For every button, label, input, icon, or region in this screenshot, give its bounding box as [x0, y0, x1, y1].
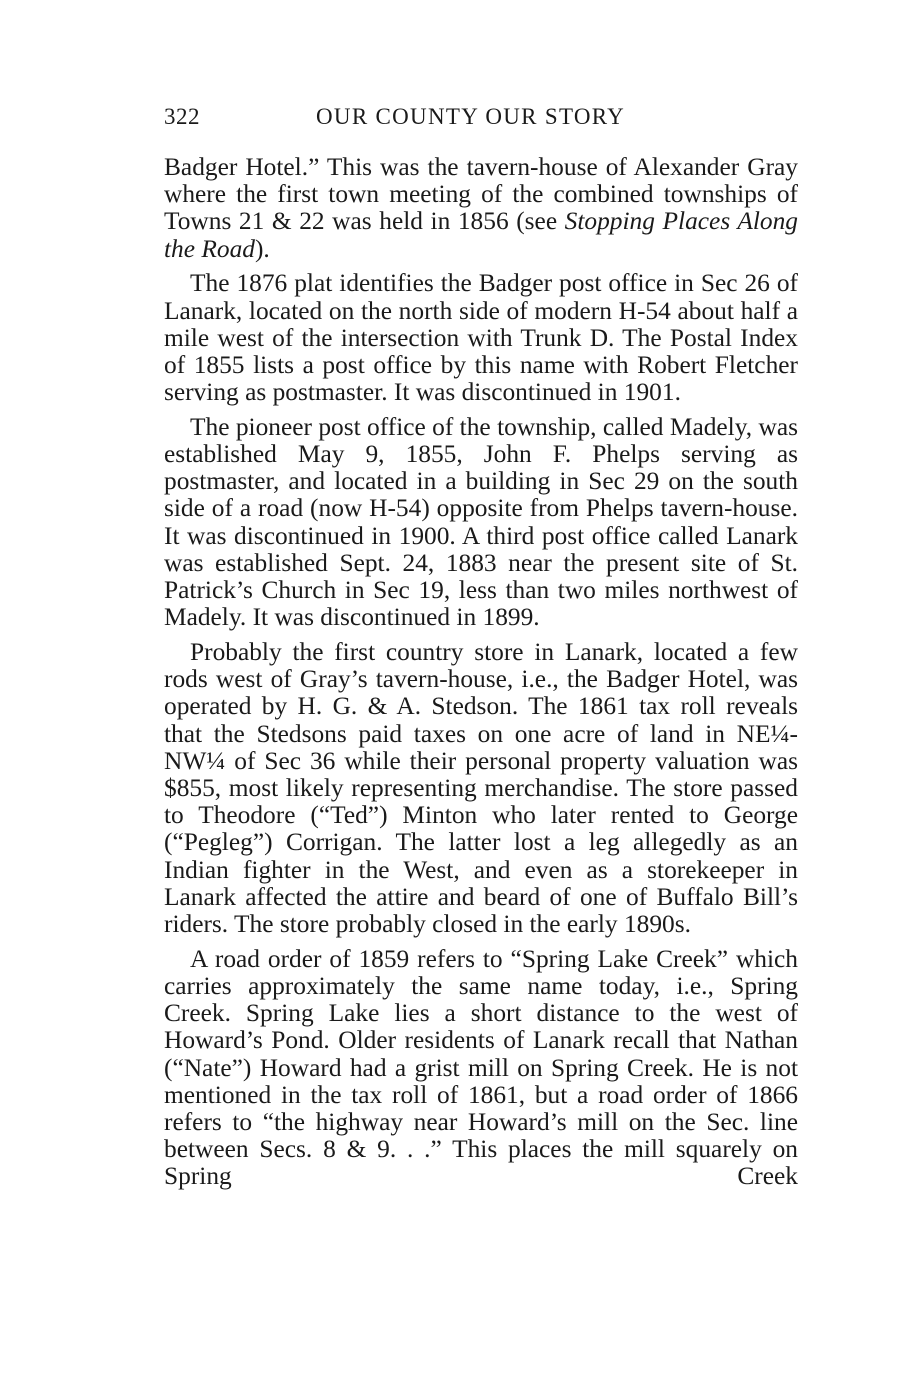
- running-head: [164, 104, 800, 140]
- paragraph-spring-creek-mill: A road order of 1859 refers to “Spring Lake Creek” which carries approximately the same name today, i.e., Spring Creek. Spring Lake lies a short distance to the west of Howard’s Pond. Older residents of Lanark recall that Nathan (“Nate”) Howard had a grist mill on Spring Creek. He is not mentioned in the tax roll of 1861, but a road order of 1866 refers to “the highway near Howard’s mill on the Sec. line between Secs. 8 & 9. . .” This places the mill squarely on Spring Creek: [164, 944, 798, 1191]
- page-number: 322: [164, 104, 200, 129]
- paragraph-madely-post-office: The pioneer post office of the township, called Madely, was established May 9, 1855, John F. Phelps serving as postmaster, and located in a building in Sec 29 on the south side of a road (now H-54) opposite from Phelps tavern-house. It was discontinued in 1900. A third post office called Lanark was established Sept. 24, 1883 near the present site of St. Patrick’s Church in Sec 19, less than two miles northwest of Madely. It was discontinued in 1899.: [164, 412, 798, 632]
- paragraph-country-store: Probably the first country store in Lanark, located a few rods west of Gray’s tavern-house, i.e., the Badger Hotel, was operated by H. G. & A. Stedson. The 1861 tax roll reveals that the Stedsons paid taxes on one acre of land in NE¼-NW¼ of Sec 36 while their personal property valuation was $855, most likely representing merchandise. The store passed to Theodore (“Ted”) Minton who later rented to George (“Pegleg”) Corrigan. The latter lost a leg allegedly as an Indian fighter in the West, and even as a storekeeper in Lanark affected the attire and beard of one of Buffalo Bill’s riders. The store probably closed in the early 1890s.: [164, 637, 798, 938]
- paragraph-badger-hotel: [164, 154, 798, 263]
- body-text: [164, 154, 798, 1191]
- paragraph-text: ).: [254, 234, 270, 263]
- cross-reference-title: Stopping Places Along the Road: [164, 207, 798, 263]
- paragraph-text: Badger Hotel.” This was the tavern-house of Alexander Gray where the first town meeting of the combined townships of Towns 21 & 22 was held in 1856 (see: [164, 153, 798, 236]
- paragraph-badger-post-office: The 1876 plat identifies the Badger post office in Sec 26 of Lanark, located on the north side of modern H-54 about half a mile west of the intersection with Trunk D. The Postal Index of 1855 lists a post office by this name with Robert Fletcher serving as postmaster. It was discontinued in 1901.: [164, 269, 798, 407]
- running-title: OUR COUNTY OUR STORY: [316, 104, 626, 129]
